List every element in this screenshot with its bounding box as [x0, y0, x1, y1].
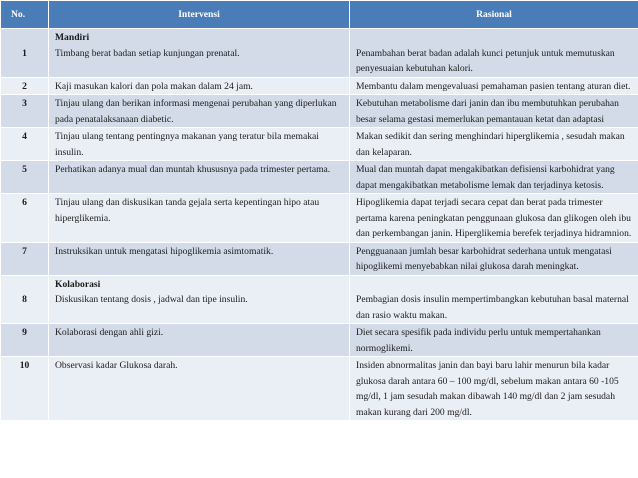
- intervensi-cell: Kolaborasi dengan ahli gizi.: [49, 324, 350, 357]
- group-label-mandiri: Mandiri: [55, 32, 90, 43]
- table-row: [1, 95, 638, 128]
- row-number: 9: [1, 324, 49, 357]
- table-row: [1, 275, 638, 324]
- intervensi-cell: Tinjau ulang dan berikan informasi mengenai perubahan yang diperlukan pada penatalaksanaan diabetic.: [49, 95, 350, 128]
- table-row: [1, 161, 638, 194]
- rasional-cell: Diet secara spesifik pada individu perlu untuk mempertahankan normoglikemi.: [350, 324, 638, 357]
- header-intervensi: Intervensi: [49, 1, 350, 29]
- row-number: 6: [1, 194, 49, 243]
- intervensi-cell: Instruksikan untuk mengatasi hipoglikemia asimtomatik.: [49, 242, 350, 275]
- row-number: 5: [1, 161, 49, 194]
- row-number: 10: [1, 357, 49, 421]
- rasional-cell: Makan sedikit dan sering menghindari hiperglikemia , sesudah makan dan kelaparan.: [350, 128, 638, 161]
- table-row: [1, 242, 638, 275]
- rasional-cell: Kebutuhan metabolisme dari janin dan ibu membutuhkan perubahan besar selama gestasi memerlukan pemantauan ketat dan adaptasi: [350, 95, 638, 128]
- row-number: 7: [1, 242, 49, 275]
- intervensi-text: Timbang berat badan setiap kunjungan prenatal.: [55, 47, 240, 59]
- rasional-cell: Pengguanaan jumlah besar karbohidrat sederhana untuk mengatasi hipoglikemi menyebabkan nilai glukosa darah meningkat.: [350, 242, 638, 275]
- table-row: [1, 77, 638, 95]
- rasional-cell: Mual dan muntah dapat mengakibatkan defisiensi karbohidrat yang dapat mengakibatkan metabolisme lemak dan terjadinya ketosis.: [350, 161, 638, 194]
- header-no: No.: [1, 1, 49, 29]
- table-row: [1, 29, 638, 78]
- table-header-row: [1, 1, 638, 29]
- table-row: [1, 194, 638, 243]
- intervensi-cell: [49, 275, 350, 324]
- rasional-text: Penambahan berat badan adalah kunci petunjuk untuk memutuskan penyesuaian kebutuhan kalori.: [356, 47, 615, 74]
- rasional-cell: [350, 275, 638, 324]
- intervensi-cell: Observasi kadar Glukosa darah.: [49, 357, 350, 421]
- intervensi-cell: Tinjau ulang tentang pentingnya makanan yang teratur bila memakai insulin.: [49, 128, 350, 161]
- intervensi-cell: Tinjau ulang dan diskusikan tanda gejala serta kepentingan hipo atau hiperglikemia.: [49, 194, 350, 243]
- intervensi-cell: Kaji masukan kalori dan pola makan dalam 24 jam.: [49, 77, 350, 95]
- table-row: [1, 357, 638, 421]
- row-number: 2: [1, 77, 49, 95]
- table-row: [1, 324, 638, 357]
- rasional-text: Pembagian dosis insulin mempertimbangkan kebutuhan basal maternal dan rasio waktu makan.: [356, 294, 629, 321]
- intervensi-cell: Perhatikan adanya mual dan muntah khususnya pada trimester pertama.: [49, 161, 350, 194]
- rasional-cell: Hipoglikemia dapat terjadi secara cepat dan berat pada trimester pertama karena peningkatan penggunaan glukosa dan glikogen oleh ibu dan perkembangan janin. Hiperglikemia berefek terjadinya hidramnion.: [350, 194, 638, 243]
- rasional-cell: Membantu dalam mengevaluasi pemahaman pasien tentang aturan diet.: [350, 77, 638, 95]
- row-number: 1: [1, 29, 49, 78]
- header-rasional: Rasional: [350, 1, 638, 29]
- row-number: 3: [1, 95, 49, 128]
- intervensi-cell: [49, 29, 350, 78]
- rasional-cell: Insiden abnormalitas janin dan bayi baru lahir menurun bila kadar glukosa darah antara 60 – 100 mg/dl, sebelum makan antara 60 -105 mg/dl, 1 jam sesudah makan dibawah 140 mg/dl dan 2 jam sesudah makan kurang dari 200 mg/dl.: [350, 357, 638, 421]
- row-number: 8: [1, 275, 49, 324]
- row-number: 4: [1, 128, 49, 161]
- rasional-cell: [350, 29, 638, 78]
- table-row: [1, 128, 638, 161]
- intervensi-text: Diskusikan tentang dosis , jadwal dan tipe insulin.: [55, 294, 248, 305]
- group-label-kolaborasi: Kolaborasi: [55, 278, 101, 290]
